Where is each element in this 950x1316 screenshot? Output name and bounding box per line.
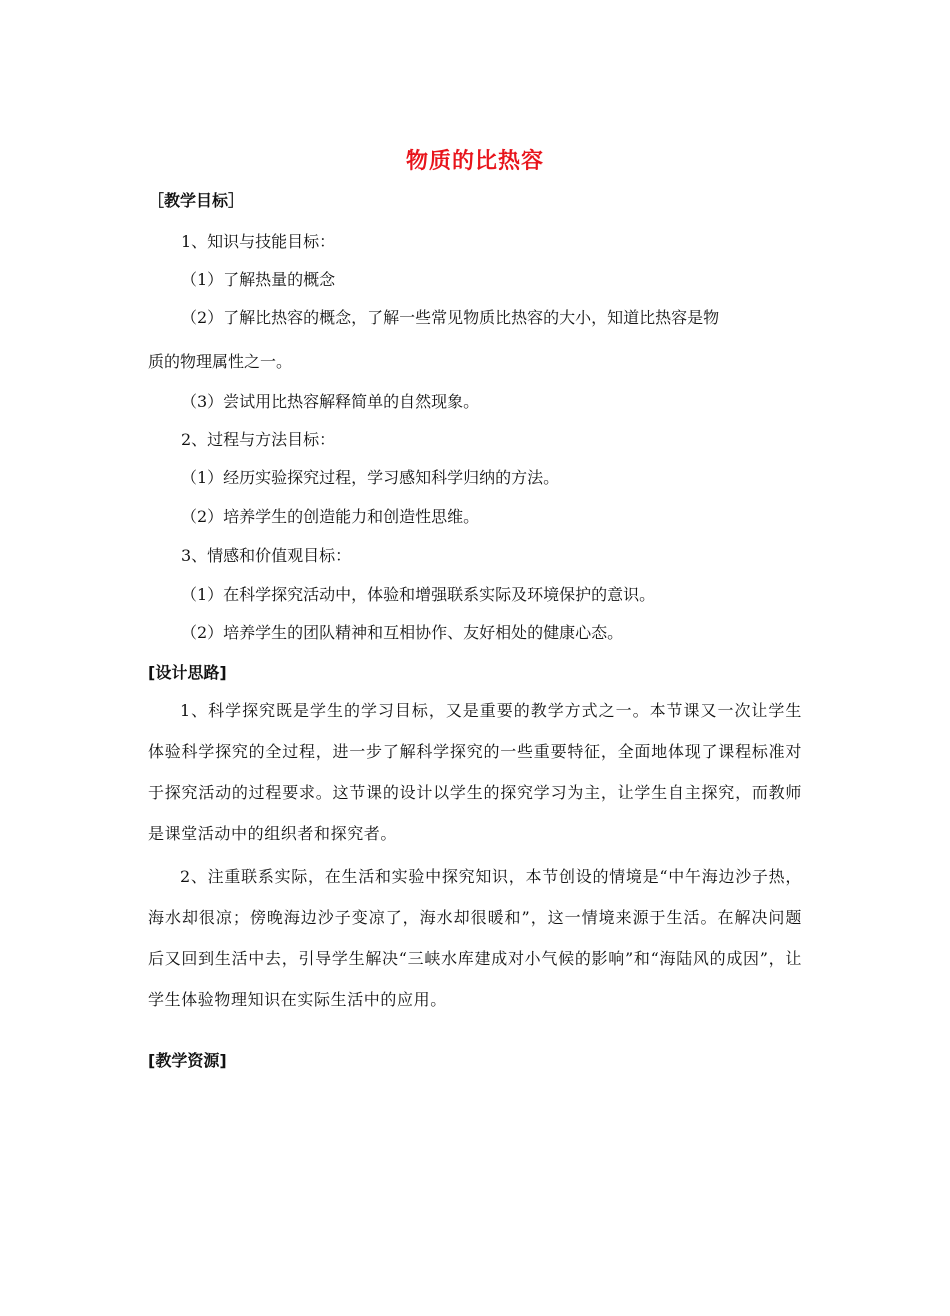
goal-line: 1、知识与技能目标： — [181, 232, 336, 251]
section-heading-design-ideas: [设计思路] — [148, 663, 227, 682]
section-heading-teaching-goals: ［教学目标］ — [148, 191, 245, 210]
goal-line: （1）在科学探究活动中，体验和增强联系实际及环境保护的意识。 — [181, 585, 656, 604]
goal-line: （3）尝试用比热容解释简单的自然现象。 — [181, 392, 480, 411]
goal-line: （2）了解比热容的概念，了解一些常见物质比热容的大小，知道比热容是物 — [181, 308, 720, 327]
document-title: 物质的比热容 — [405, 149, 544, 174]
goal-line: （2）培养学生的创造能力和创造性思维。 — [181, 507, 480, 526]
goal-line: （1）经历实验探究过程，学习感知科学归纳的方法。 — [181, 468, 560, 487]
design-paragraph: 2、注重联系实际，在生活和实验中探究知识，本节创设的情境是“中午海边沙子热，海水却很凉；傍晚海边沙子变凉了，海水却很暖和”，这一情境来源于生活。在解决问题后又回到生活中去，引导学生解决“三峡水库建成对小气候的影响”和“海陆风的成因”，让学生体验物理知识在实际生活中的应用。 — [148, 867, 802, 1009]
design-paragraph: 1、科学探究既是学生的学习目标，又是重要的教学方式之一。本节课又一次让学生体验科学探究的全过程，进一步了解科学探究的一些重要特征，全面地体现了课程标准对于探究活动的过程要求。这节课的设计以学生的探究学习为主，让学生自主探究，而教师是课堂活动中的组织者和探究者。 — [148, 701, 802, 843]
goal-line: （1）了解热量的概念 — [181, 270, 336, 289]
goal-line: （2）培养学生的团队精神和互相协作、友好相处的健康心态。 — [181, 623, 624, 642]
goal-line: 3、情感和价值观目标： — [181, 546, 352, 565]
goal-line: 2、过程与方法目标： — [181, 430, 336, 449]
goal-line: 质的物理属性之一。 — [148, 352, 293, 371]
section-heading-teaching-resources: [教学资源] — [148, 1051, 227, 1070]
